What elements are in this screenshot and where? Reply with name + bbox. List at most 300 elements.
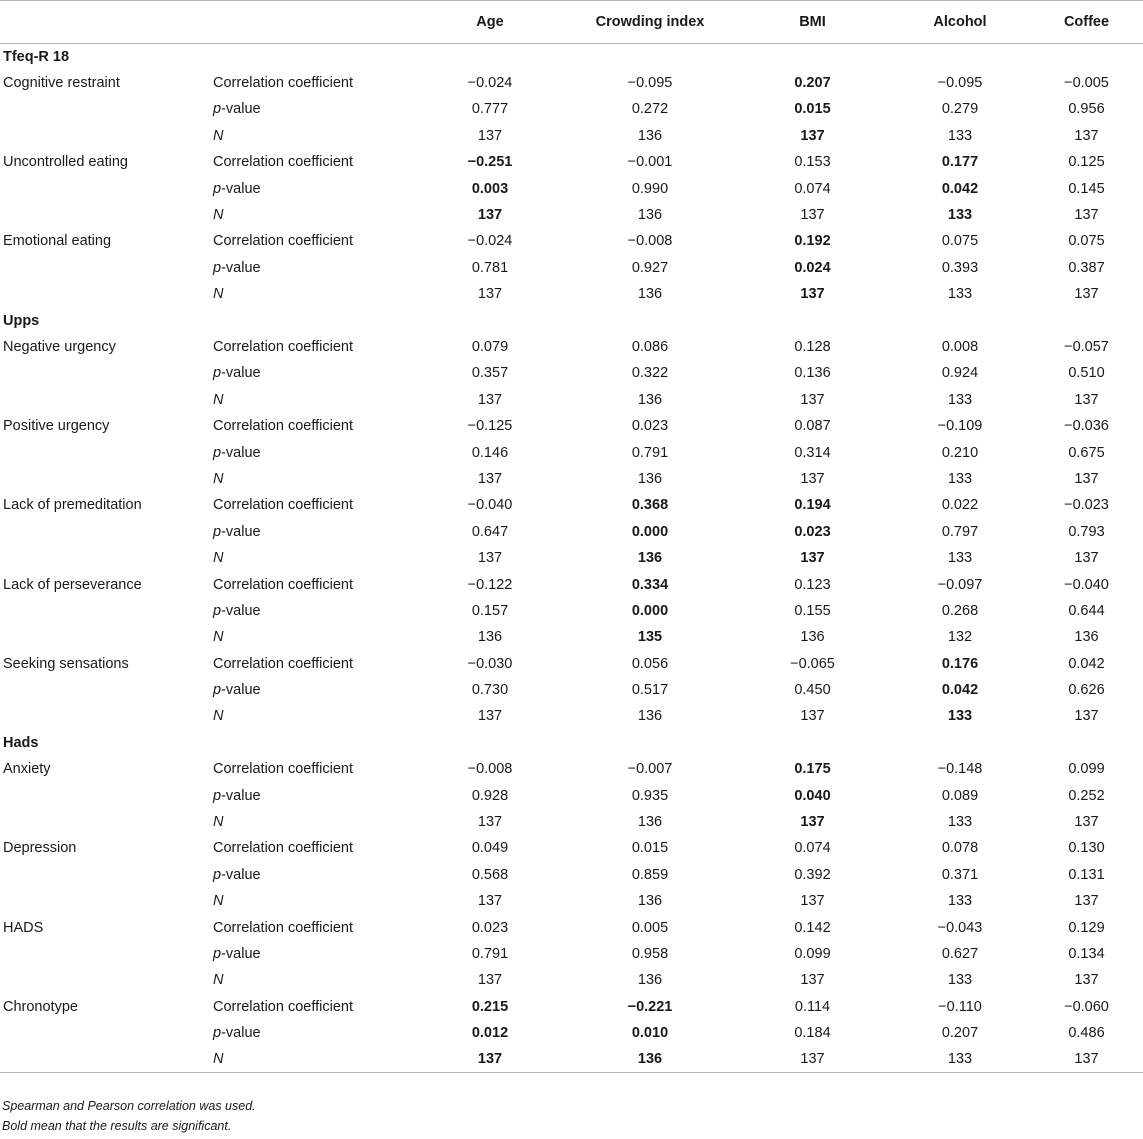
table-row (0, 334, 1143, 360)
value-cell: 0.023 (794, 523, 831, 540)
table-row (0, 1020, 1143, 1046)
empty-cell (565, 307, 735, 333)
value-cell: 0.797 (941, 523, 979, 540)
stat-italic: N (213, 391, 224, 408)
value-cell: −0.040 (1064, 576, 1109, 593)
stat-italic: N (213, 1051, 224, 1068)
value-cell: 0.023 (471, 919, 509, 936)
empty-cell (0, 545, 210, 571)
value-cell: 0.486 (1068, 1025, 1105, 1042)
table-row (0, 862, 1143, 888)
empty-cell (0, 466, 210, 492)
value-cell: 0.042 (1068, 655, 1105, 672)
value-cell: 137 (1074, 814, 1099, 831)
value-cell: 0.626 (1068, 682, 1105, 699)
value-cell: 0.015 (794, 101, 831, 118)
value-cell: 0.056 (631, 655, 669, 672)
value-cell: 137 (800, 550, 825, 567)
stat-text: Correlation coefficient (213, 154, 353, 171)
stat-italic: p (213, 101, 222, 118)
value-cell: 0.322 (631, 365, 669, 382)
stat-italic: p (213, 180, 222, 197)
stat-label (210, 492, 415, 518)
value-cell: −0.095 (627, 75, 673, 92)
stat-text: Correlation coefficient (213, 233, 353, 250)
value-cell: 133 (947, 207, 973, 224)
value-cell: 0.145 (1068, 180, 1105, 197)
table-row (0, 994, 1143, 1020)
table-row (0, 175, 1143, 201)
value-cell: 0.075 (1068, 233, 1105, 250)
value-cell: 0.791 (471, 945, 509, 962)
value-cell: 0.675 (1068, 444, 1105, 461)
value-cell: 136 (637, 708, 663, 725)
value-cell: 0.175 (794, 761, 831, 778)
value-cell: 0.131 (1068, 866, 1105, 883)
table-row (0, 228, 1143, 254)
value-cell: 0.207 (794, 75, 831, 92)
stat-italic: N (213, 972, 224, 989)
table-header (0, 1, 1143, 44)
stat-text: -value (221, 866, 261, 883)
value-cell: 135 (637, 629, 663, 646)
value-cell: 133 (947, 893, 973, 910)
value-cell: 137 (477, 127, 503, 144)
stat-text: Correlation coefficient (213, 919, 353, 936)
empty-cell (0, 1046, 210, 1072)
stat-label (210, 228, 415, 254)
value-cell: 0.793 (1068, 523, 1105, 540)
table-row (0, 466, 1143, 492)
table-row (0, 888, 1143, 914)
empty-cell (0, 519, 210, 545)
value-cell: 0.079 (471, 338, 509, 355)
value-cell: 0.928 (471, 787, 509, 804)
value-cell: 0.153 (794, 154, 831, 171)
value-cell: 133 (947, 972, 973, 989)
value-cell: 137 (800, 286, 825, 303)
value-cell: −0.008 (627, 233, 673, 250)
stat-text: -value (221, 444, 261, 461)
stat-label (210, 413, 415, 439)
value-cell: 137 (735, 1046, 890, 1072)
empty-cell (0, 677, 210, 703)
value-cell: 0.128 (794, 338, 831, 355)
variable-name: Emotional eating (3, 233, 112, 250)
value-cell: 136 (637, 470, 663, 487)
variable-name: Negative urgency (3, 338, 116, 355)
variable-name: Depression (3, 840, 77, 857)
value-cell: 137 (800, 893, 825, 910)
value-cell: 137 (800, 391, 825, 408)
stat-italic: N (213, 127, 224, 144)
table-row (0, 598, 1143, 624)
table-row (0, 413, 1143, 439)
value-cell: 0.130 (1068, 840, 1105, 857)
empty-cell (415, 307, 565, 333)
value-cell: 0.040 (794, 787, 831, 804)
stat-italic: N (213, 470, 224, 487)
variable-name: HADS (3, 919, 44, 936)
stat-italic: p (213, 787, 222, 804)
value-cell: 137 (477, 207, 503, 224)
empty-cell (735, 307, 890, 333)
value-cell: 0.142 (794, 919, 831, 936)
value-cell: 137 (477, 286, 503, 303)
empty-cell (0, 967, 210, 993)
value-cell: 0.134 (1068, 945, 1105, 962)
column-header (0, 1, 210, 44)
empty-cell (890, 307, 1030, 333)
value-cell: 137 (477, 814, 503, 831)
value-cell: −0.005 (1064, 75, 1109, 92)
value-cell: 0.136 (794, 365, 831, 382)
empty-cell (0, 624, 210, 650)
section-row (0, 44, 1143, 70)
value-cell: 0.000 (631, 602, 669, 619)
stat-italic: p (213, 365, 222, 382)
value-cell: 0.627 (941, 945, 979, 962)
value-cell: 137 (1074, 550, 1099, 567)
value-cell: 0.114 (794, 998, 831, 1015)
column-header: Crowding index (565, 1, 735, 44)
value-cell: 0.387 (1068, 259, 1105, 276)
stat-text: -value (221, 259, 261, 276)
value-cell: 0.279 (941, 101, 979, 118)
value-cell: 0.157 (471, 602, 509, 619)
value-cell: 0.010 (631, 1025, 669, 1042)
stat-label (210, 677, 415, 703)
table-row (0, 492, 1143, 518)
stat-text: -value (221, 365, 261, 382)
stat-label (210, 941, 415, 967)
empty-cell (0, 123, 210, 149)
value-cell: −0.024 (467, 233, 513, 250)
empty-cell (565, 44, 735, 70)
value-cell: 137 (800, 708, 825, 725)
stat-label (210, 835, 415, 861)
value-cell: 0.859 (631, 866, 669, 883)
table-row (0, 519, 1143, 545)
value-cell: 137 (1074, 391, 1099, 408)
table-row (0, 571, 1143, 597)
value-cell: 0.647 (471, 523, 509, 540)
table-notes (2, 1096, 256, 1136)
stat-text: Correlation coefficient (213, 655, 353, 672)
stat-label (210, 123, 415, 149)
value-cell: 137 (1074, 127, 1099, 144)
value-cell: 137 (800, 207, 825, 224)
value-cell: 137 (1074, 286, 1099, 303)
value-cell: 0.272 (631, 101, 669, 118)
table-row (0, 439, 1143, 465)
empty-cell (0, 360, 210, 386)
value-cell: 136 (565, 1046, 735, 1072)
stat-text: Correlation coefficient (213, 761, 353, 778)
stat-italic: p (213, 866, 222, 883)
stat-italic: N (213, 629, 224, 646)
value-cell: −0.221 (627, 998, 673, 1015)
empty-cell (0, 941, 210, 967)
variable-name: Lack of premeditation (3, 497, 142, 514)
value-cell: −0.251 (467, 154, 513, 171)
value-cell: 0.123 (794, 576, 831, 593)
value-cell: 0.357 (471, 365, 509, 382)
value-cell: −0.109 (937, 418, 983, 435)
stat-label (210, 598, 415, 624)
value-cell: 137 (477, 972, 503, 989)
value-cell: 0.176 (941, 655, 979, 672)
stat-label (210, 809, 415, 835)
table-row (0, 650, 1143, 676)
value-cell: −0.057 (1064, 338, 1109, 355)
header-row (0, 1, 1143, 44)
value-cell: 0.192 (794, 233, 831, 250)
empty-cell (0, 281, 210, 307)
value-cell: −0.007 (627, 761, 673, 778)
value-cell: 137 (1074, 708, 1099, 725)
table-body (0, 44, 1143, 1073)
table-row (0, 545, 1143, 571)
value-cell: 133 (890, 1046, 1030, 1072)
value-cell: 136 (637, 550, 663, 567)
value-cell: −0.024 (467, 75, 513, 92)
empty-cell (415, 44, 565, 70)
value-cell: 0.003 (471, 180, 509, 197)
value-cell: −0.095 (937, 75, 983, 92)
value-cell: 0.086 (631, 338, 669, 355)
value-cell: 0.000 (631, 523, 669, 540)
value-cell: 0.252 (1068, 787, 1105, 804)
table-row (0, 624, 1143, 650)
table-row (0, 202, 1143, 228)
empty-cell (0, 598, 210, 624)
value-cell: 137 (477, 470, 503, 487)
stat-label (210, 994, 415, 1020)
value-cell: −0.125 (467, 418, 513, 435)
stat-text: -value (221, 602, 261, 619)
table-row (0, 123, 1143, 149)
value-cell: 0.129 (1068, 919, 1105, 936)
empty-cell (0, 862, 210, 888)
empty-cell (735, 44, 890, 70)
stat-label (210, 96, 415, 122)
value-cell: 136 (637, 893, 663, 910)
value-cell: 0.392 (794, 866, 831, 883)
empty-cell (1030, 307, 1143, 333)
stat-text: Correlation coefficient (213, 497, 353, 514)
table-row (0, 703, 1143, 729)
value-cell: 0.924 (941, 365, 979, 382)
value-cell: 0.087 (794, 418, 831, 435)
value-cell: 0.215 (471, 998, 509, 1015)
table-row (0, 677, 1143, 703)
table-row (0, 149, 1143, 175)
stat-text: -value (221, 682, 261, 699)
empty-cell (0, 1020, 210, 1046)
value-cell: 133 (947, 814, 973, 831)
value-cell: 0.781 (471, 259, 509, 276)
empty-cell (0, 703, 210, 729)
value-cell: 0.042 (941, 682, 979, 699)
section-title: Upps (3, 312, 40, 329)
section-row (0, 307, 1143, 333)
column-header: Age (415, 1, 565, 44)
value-cell: 0.314 (794, 444, 831, 461)
section-title: Tfeq-R 18 (3, 48, 70, 65)
variable-name: Uncontrolled eating (3, 154, 128, 171)
stat-label (210, 70, 415, 96)
stat-label (210, 281, 415, 307)
value-cell: 0.517 (631, 682, 669, 699)
value-cell: 0.042 (941, 180, 979, 197)
stat-label (210, 334, 415, 360)
value-cell: −0.110 (938, 998, 982, 1015)
stat-italic: N (213, 207, 224, 224)
stat-italic: p (213, 259, 222, 276)
stat-italic: p (213, 1025, 222, 1042)
table-row (0, 809, 1143, 835)
value-cell: 0.008 (941, 338, 979, 355)
stat-label (210, 387, 415, 413)
value-cell: −0.030 (467, 655, 513, 672)
value-cell: 0.074 (794, 180, 831, 197)
column-header: Alcohol (890, 1, 1030, 44)
empty-cell (0, 175, 210, 201)
empty-cell (210, 730, 415, 756)
stat-italic: N (213, 893, 224, 910)
stat-label (210, 571, 415, 597)
value-cell: 0.958 (631, 945, 669, 962)
value-cell: 0.927 (631, 259, 669, 276)
variable-name: Positive urgency (3, 418, 110, 435)
section-title: Hads (3, 734, 39, 751)
table-row (0, 835, 1143, 861)
value-cell: 136 (1074, 629, 1099, 646)
table-row (0, 387, 1143, 413)
value-cell: 137 (1030, 1046, 1143, 1072)
value-cell: 137 (477, 550, 503, 567)
value-cell: −0.036 (1064, 418, 1109, 435)
value-cell: 136 (637, 814, 663, 831)
stat-italic: N (213, 550, 224, 567)
value-cell: 132 (947, 629, 973, 646)
stat-text: -value (221, 945, 261, 962)
stat-label (210, 1020, 415, 1046)
value-cell: 0.956 (1068, 101, 1105, 118)
value-cell: 136 (800, 629, 825, 646)
value-cell: 0.024 (794, 259, 831, 276)
table-row (0, 281, 1143, 307)
value-cell: −0.001 (627, 154, 673, 171)
stat-label (210, 1046, 415, 1072)
empty-cell (890, 44, 1030, 70)
value-cell: 136 (637, 391, 663, 408)
value-cell: 0.155 (794, 602, 831, 619)
stat-label (210, 624, 415, 650)
value-cell: 0.791 (631, 444, 669, 461)
value-cell: 0.568 (471, 866, 509, 883)
value-cell: 133 (947, 470, 973, 487)
value-cell: −0.148 (937, 761, 983, 778)
value-cell: 137 (1074, 207, 1099, 224)
value-cell: 137 (477, 893, 503, 910)
stat-text: Correlation coefficient (213, 576, 353, 593)
value-cell: −0.097 (937, 576, 983, 593)
value-cell: 133 (947, 391, 973, 408)
table-row (0, 941, 1143, 967)
value-cell: 0.194 (794, 497, 831, 514)
value-cell: 136 (637, 207, 663, 224)
value-cell: 137 (477, 708, 503, 725)
stat-text: Correlation coefficient (213, 338, 353, 355)
value-cell: 0.268 (941, 602, 979, 619)
table-row (0, 96, 1143, 122)
value-cell: 0.510 (1068, 365, 1105, 382)
value-cell: 133 (947, 286, 973, 303)
stat-label (210, 782, 415, 808)
stat-italic: p (213, 523, 222, 540)
value-cell: 0.990 (631, 180, 669, 197)
value-cell: 0.177 (941, 154, 979, 171)
stat-label (210, 862, 415, 888)
empty-cell (735, 730, 890, 756)
value-cell: −0.122 (467, 576, 513, 593)
empty-cell (1030, 44, 1143, 70)
empty-cell (0, 255, 210, 281)
empty-cell (210, 44, 415, 70)
empty-cell (1030, 730, 1143, 756)
empty-cell (890, 730, 1030, 756)
value-cell: 133 (947, 708, 973, 725)
value-cell: −0.008 (467, 761, 513, 778)
value-cell: 0.089 (941, 787, 979, 804)
stat-italic: p (213, 682, 222, 699)
empty-cell (0, 782, 210, 808)
empty-cell (0, 387, 210, 413)
stat-italic: p (213, 444, 222, 461)
stat-text: -value (221, 101, 261, 118)
value-cell: 0.012 (471, 1025, 509, 1042)
stat-text: Correlation coefficient (213, 418, 353, 435)
stat-italic: N (213, 286, 224, 303)
empty-cell (210, 307, 415, 333)
value-cell: 0.074 (794, 840, 831, 857)
stat-italic: p (213, 945, 222, 962)
stat-label (210, 703, 415, 729)
value-cell: 0.015 (631, 840, 669, 857)
stat-label (210, 756, 415, 782)
table-row (0, 255, 1143, 281)
column-header: Coffee (1030, 1, 1143, 44)
stat-label (210, 967, 415, 993)
table-row (0, 70, 1143, 96)
value-cell: 137 (800, 814, 825, 831)
note-line: Bold mean that the results are significant. (2, 1119, 232, 1133)
value-cell: 137 (1074, 470, 1099, 487)
value-cell: −0.023 (1064, 497, 1109, 514)
value-cell: 0.099 (794, 945, 831, 962)
value-cell: 0.146 (471, 444, 509, 461)
section-row (0, 730, 1143, 756)
variable-name: Chronotype (3, 998, 78, 1015)
value-cell: −0.065 (790, 655, 835, 672)
stat-italic: N (213, 814, 224, 831)
stat-text: Correlation coefficient (213, 840, 353, 857)
value-cell: 0.049 (471, 840, 509, 857)
column-header (210, 1, 415, 44)
table-row (0, 360, 1143, 386)
